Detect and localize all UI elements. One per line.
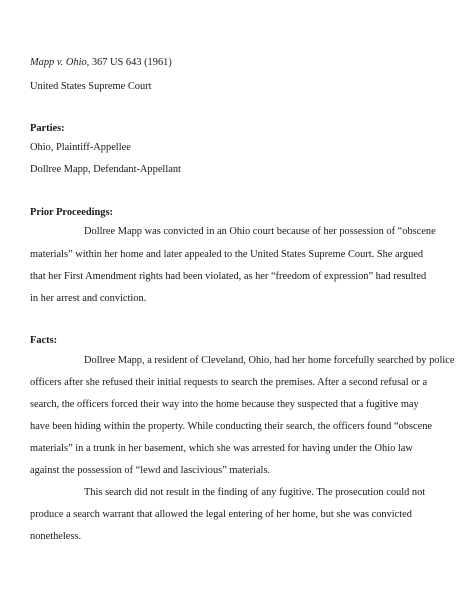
facts-line: have been hiding within the property. While conducting their search, the officers found “obscene xyxy=(30,421,433,432)
prior-proceedings-line: in her arrest and conviction. xyxy=(30,293,147,304)
facts-line: This search did not result in the finding of any fugitive. The prosecution could not xyxy=(84,487,426,498)
plaintiff-line: Ohio, Plaintiff-Appellee xyxy=(30,142,131,153)
facts-line: officers after she refused their initial requests to search the premises. After a second refusal or a xyxy=(30,377,428,388)
prior-proceedings-line: Dollree Mapp was convicted in an Ohio court because of her possession of “obscene xyxy=(84,226,436,237)
facts-line: Dollree Mapp, a resident of Cleveland, Ohio, had her home forcefully searched by police xyxy=(84,355,455,366)
facts-line: search, the officers forced their way into the home because they suspected that a fugitive may xyxy=(30,399,419,410)
parties-heading: Parties: xyxy=(30,123,65,134)
case-citation xyxy=(30,56,172,69)
facts-line: against the possession of “lewd and lascivious” materials. xyxy=(30,465,271,476)
prior-proceedings-line: that her First Amendment rights had been violated, as her “freedom of expression” had resulted xyxy=(30,271,427,282)
facts-line: materials” in a trunk in her basement, which she was arrested for having under the Ohio law xyxy=(30,443,413,454)
facts-line: nonetheless. xyxy=(30,531,82,542)
case-reporter-citation: , 367 US 643 (1961) xyxy=(86,57,172,68)
case-name: Mapp v. Ohio xyxy=(30,57,87,68)
prior-proceedings-heading: Prior Proceedings: xyxy=(30,207,114,218)
facts-heading: Facts: xyxy=(30,335,58,346)
facts-line: produce a search warrant that allowed the legal entering of her home, but she was convicted xyxy=(30,509,412,520)
defendant-line: Dollree Mapp, Defendant-Appellant xyxy=(30,164,181,175)
prior-proceedings-line: materials” within her home and later appealed to the United States Supreme Court. She argued xyxy=(30,249,424,260)
court-name: United States Supreme Court xyxy=(30,81,152,92)
